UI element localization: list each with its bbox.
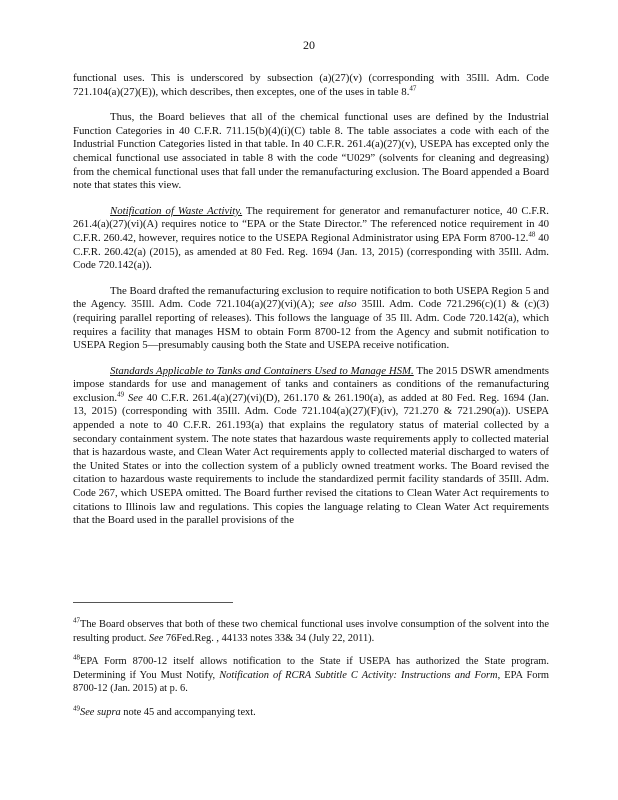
footnote-reference: 47 <box>409 84 417 92</box>
footnote <box>73 706 549 720</box>
document-title: Notification of RCRA Subtitle C Activity: Instructions and Form <box>219 669 498 681</box>
section-heading: Standards Applicable to Tanks and Containers Used to Manage HSM. <box>110 364 414 377</box>
footnote-text: note 45 and accompanying text. <box>120 706 256 718</box>
paragraph <box>73 205 549 273</box>
paragraph-text: The 2015 DSWR amendments impose standards for use and management of tanks and containers as conditions of the remanufacturing exclusion. <box>73 364 549 404</box>
footnotes <box>73 618 549 730</box>
footnote-text: EPA Form 8700-12 itself allows notification to the State if USEPA has authorized the State program. Determining if You Must Notify, <box>73 656 549 681</box>
citation-signal: see also <box>319 298 357 311</box>
footnote-mark: 47 <box>73 616 80 625</box>
section-heading: Notification of Waste Activity. <box>110 204 243 217</box>
footnote-reference: 48 <box>528 230 536 239</box>
footnote-reference: 49 <box>117 390 125 399</box>
paragraph <box>73 111 549 193</box>
footnote-mark: 48 <box>73 653 80 662</box>
footnote-text: , EPA Form 8700-12 (Jan. 2015) at p. 6. <box>73 669 549 695</box>
footnote-text: 76Fed.Reg. , 44133 notes 33& 34 (July 22, 2011). <box>163 632 375 644</box>
footnote <box>73 618 549 645</box>
paragraph-text: The Board drafted the remanufacturing exclusion to require notification to both USEPA Region 5 and the Agency. 35Ill. Adm. Code 721.104(a)(27)(vi)(A); <box>73 284 549 311</box>
paragraph-text: 35Ill. Adm. Code 721.296(c)(1) & (c)(3) (requiring parallel reporting of releases). This follows the language of 35 Ill. Adm. Code 720.142(a), which requires a facility that manages HSM to obtain Form 8700-12 from the Agency and submit notification to USEPA Region 5—presumably causing both the State and USEPA receive notification. <box>73 298 549 352</box>
paragraph <box>73 365 549 528</box>
footnote-divider <box>73 602 233 603</box>
citation-signal: See supra <box>80 706 121 718</box>
page-number: 20 <box>303 38 315 52</box>
paragraph-text: functional uses. This is underscored by subsection (a)(27)(v) (corresponding with 35Ill. Adm. Code 721.104(a)(27)(E)), which describes, then exceptes, one of the uses in table 8. <box>73 72 549 98</box>
citation-signal: See <box>127 391 143 404</box>
paragraph-text: Thus, the Board believes that all of the chemical functional uses are defined by the Industrial Function Categories in 40 C.F.R. 711.15(b)(4)(i)(C) table 8. The table associates a code with each of the Industrial Function Categories listed in that table. In 40 C.F.R. 261.4(a)(27)(v), USEPA has excepted only the chemical functional use associated in table 8 with the code “U029” (solvents for cleaning and degreasing) from the chemical functional uses that fall under the remanufacturing exclusion. The Board appended a Board note that states this view. <box>73 111 549 192</box>
paragraph <box>73 285 549 353</box>
footnote-mark: 49 <box>73 704 80 713</box>
footnote-text: The Board observes that both of these two chemical functional uses involve consumption of the solvent into the resulting product. <box>73 619 549 644</box>
paragraph <box>73 72 549 99</box>
paragraph-text: 40 C.F.R. 260.42(a) (2015), as amended at 80 Fed. Reg. 1694 (Jan. 13, 2015) (corresponding with 35Ill. Adm. Code 720.142(a)). <box>73 231 549 272</box>
citation-signal: See <box>148 632 164 644</box>
paragraph-text: The requirement for generator and remanufacturer notice, 40 C.F.R. 261.4(a)(27)(vi)(A) requires notice to “EPA or the State Director.” The referenced notice requirement in 40 C.F.R. 260.42, however, requires notice to the USEPA Regional Administrator using EPA Form 8700-12. <box>73 204 549 244</box>
paragraph-text: 40 C.F.R. 261.4(a)(27)(vi)(D), 261.170 & 261.190(a), as added at 80 Fed. Reg. 1694 (Jan. 13, 2015) (corresponding with 35Ill. Adm. Code 721.104(a)(27)(F)(iv), 721.270 & 721.290(a)). USEPA appended a note to 40 C.F.R. 261.193(a) that explains the regulatory status of material collected by a secondary containment system. The note states that hazardous waste requirements apply to collected material that is hazardous waste, and Clean Water Act requirements apply to collected material discharged to waters of the United States or into the collection system of a publicly owned treatment works. The Board revised the citation to hazardous waste requirements to include the standardized permit facility standards of 35Ill. Adm. Code 267, which USEPA omitted. The Board further revised the citations to Clean Water Act requirements to citations to Illinois law and regulations. This copies the language relating to Clean Water Act requirements that the Board used in the parallel provisions of the <box>73 391 550 527</box>
footnote <box>73 655 549 696</box>
body-text <box>73 72 549 540</box>
